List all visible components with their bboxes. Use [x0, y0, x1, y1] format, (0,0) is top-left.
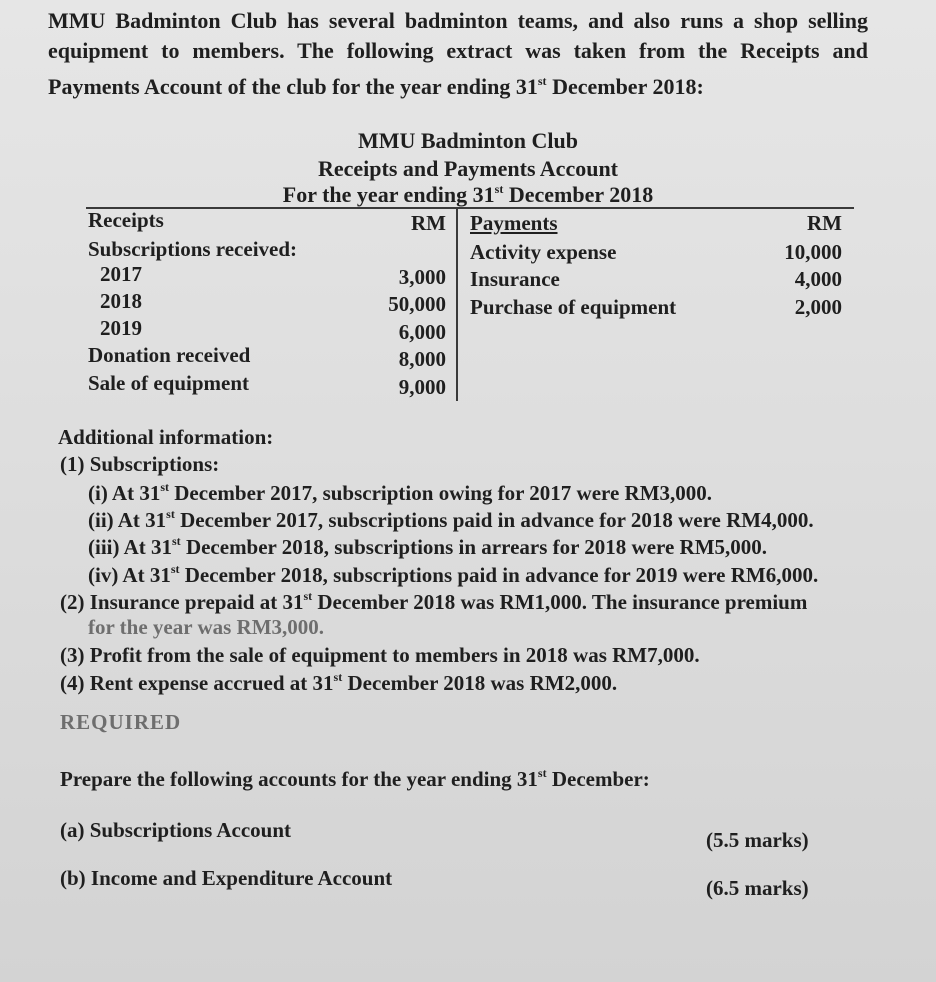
payment-label: Activity expense — [470, 240, 617, 264]
note-2-line-1: (2) Insurance prepaid at 31st December 2018 was RM1,000. The insurance premium — [60, 589, 808, 614]
part-a-marks: (5.5 marks) — [706, 828, 809, 852]
subscriptions-heading: (1) Subscriptions: — [60, 452, 220, 476]
club-title: MMU Badminton Club — [357, 128, 579, 153]
note-item — [88, 480, 712, 506]
receipt-label: Sale of equipment — [88, 371, 250, 395]
account-title: Receipts and Payments Account — [317, 156, 619, 181]
receipt-label: 2017 — [100, 262, 142, 286]
note-4: (4) Rent expense accrued at 31st December 2018 was RM2,000. — [60, 670, 618, 695]
additional-heading: Additional information: — [58, 425, 274, 449]
payment-label: Purchase of equipment — [470, 295, 677, 319]
required-heading: REQUIRED — [60, 710, 182, 734]
note-number: (i) — [88, 481, 108, 505]
note-item — [88, 562, 818, 588]
note-text: At 31st December 2018, subscriptions paid in advance for 2019 were RM6,000. — [122, 562, 819, 587]
intro-paragraph — [48, 6, 868, 102]
note-item — [88, 534, 767, 560]
note-3: (3) Profit from the sale of equipment to members in 2018 was RM7,000. — [60, 643, 700, 667]
receipt-amount: 6,000 — [398, 320, 446, 344]
payment-amount: 2,000 — [794, 295, 842, 319]
part-b-label: (b) Income and Expenditure Account — [60, 866, 393, 890]
note-text: At 31st December 2017, subscriptions paid in advance for 2018 were RM4,000. — [117, 507, 814, 532]
intro-text: MMU Badminton Club has several badminton teams, and also runs a shop selling equipment to members. The following extract was taken from the Receipts and Payments Account of the club for the year ending 31st December 2018: — [48, 8, 868, 99]
payment-label: Insurance — [470, 267, 560, 291]
note-text: At 31st December 2018, subscriptions in arrears for 2018 were RM5,000. — [123, 534, 768, 559]
note-item — [88, 507, 814, 533]
payment-amount: 4,000 — [794, 267, 842, 291]
receipt-amount: 8,000 — [398, 347, 446, 371]
note-text: At 31st December 2017, subscription owing for 2017 were RM3,000. — [111, 480, 713, 505]
note-number: (ii) — [88, 508, 114, 532]
payments-currency: RM — [807, 211, 842, 235]
receipts-header: Receipts — [88, 208, 164, 232]
table-divider — [456, 207, 458, 401]
subs-received-label: Subscriptions received: — [88, 237, 298, 261]
period-title: For the year ending 31st December 2018 — [282, 182, 654, 207]
note-number: (iii) — [88, 535, 120, 559]
receipt-label: 2018 — [100, 289, 142, 313]
receipts-currency: RM — [411, 211, 446, 235]
note-number: (iv) — [88, 563, 119, 587]
receipt-amount: 9,000 — [398, 375, 446, 399]
part-a-label: (a) Subscriptions Account — [60, 818, 292, 842]
note-2-line-2: for the year was RM3,000. — [88, 615, 325, 639]
required-instruction: Prepare the following accounts for the year ending 31st December: — [60, 766, 650, 791]
payments-header: Payments — [470, 211, 558, 235]
part-b-marks: (6.5 marks) — [706, 876, 809, 900]
receipt-amount: 3,000 — [398, 265, 446, 289]
payment-amount: 10,000 — [784, 240, 842, 264]
receipt-label: 2019 — [100, 316, 142, 340]
receipt-amount: 50,000 — [388, 292, 446, 316]
table-top-rule — [86, 207, 854, 209]
receipt-label: Donation received — [88, 343, 251, 367]
